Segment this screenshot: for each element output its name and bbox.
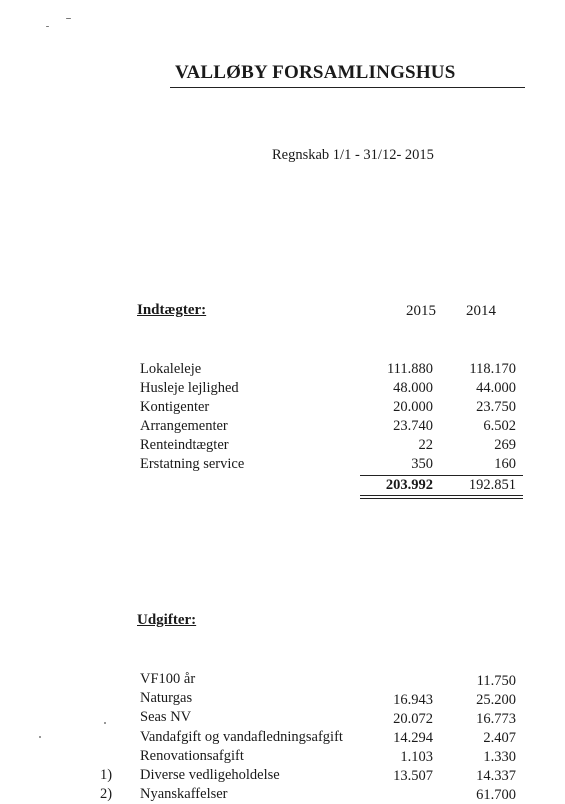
value-2014: 160 [494, 456, 516, 472]
expenses-heading: Udgifter: [137, 612, 197, 628]
row-label: Naturgas [140, 690, 193, 706]
document-title: VALLØBY FORSAMLINGSHUS [175, 62, 456, 83]
row-label: VF100 år [140, 671, 196, 687]
value-2014: 269 [494, 437, 516, 453]
row-label: Nyanskaffelser [140, 786, 228, 802]
value-2014: 44.000 [476, 380, 516, 396]
document-subtitle: Regnskab 1/1 - 31/12- 2015 [272, 147, 434, 163]
value-2014: 2.407 [483, 730, 516, 746]
value-2014: 11.750 [476, 673, 516, 689]
title-underline [170, 87, 525, 88]
row-label: Kontigenter [140, 399, 210, 415]
row-label: Husleje lejlighed [140, 380, 239, 396]
row-label: Arrangementer [140, 418, 228, 434]
row-label: Lokaleleje [140, 361, 202, 377]
row-label: Diverse vedligeholdelse [140, 767, 280, 783]
value-2015: 350 [411, 456, 433, 472]
value-2015: 20.072 [393, 711, 433, 727]
value-2014: 61.700 [476, 787, 516, 803]
scan-speck [39, 736, 41, 738]
value-2014: 1.330 [483, 749, 516, 765]
value-2014: 23.750 [476, 399, 516, 415]
year-2015-header: 2015 [406, 303, 436, 319]
row-label: Renteindtægter [140, 437, 229, 453]
note-marker: 2) [100, 786, 113, 802]
value-2015: 22 [418, 437, 433, 453]
value-2015: 14.294 [393, 730, 433, 746]
value-2015: 16.943 [393, 692, 433, 708]
value-2014: 14.337 [476, 768, 516, 784]
value-2015: 111.880 [386, 361, 433, 377]
value-2014: 118.170 [469, 361, 516, 377]
value-2015: 23.740 [393, 418, 433, 434]
scan-speck [66, 18, 71, 19]
value-2015: 20.000 [393, 399, 433, 415]
row-label: Renovationsafgift [140, 748, 244, 764]
row-label: Erstatning service [140, 456, 245, 472]
value-2014: 16.773 [476, 711, 516, 727]
year-2014-header: 2014 [466, 303, 496, 319]
scan-speck [104, 722, 106, 724]
income-heading: Indtægter: [137, 302, 207, 318]
subtotal-rule [360, 475, 523, 476]
value-2014: 25.200 [476, 692, 516, 708]
total-double-rule [360, 495, 523, 499]
income-total-2015: 203.992 [385, 477, 433, 493]
row-label: Seas NV [140, 709, 192, 725]
income-total-2014: 192.851 [468, 477, 516, 493]
row-label: Vandafgift og vandafledningsafgift [140, 729, 343, 745]
value-2015: 13.507 [393, 768, 433, 784]
value-2014: 6.502 [483, 418, 516, 434]
scan-speck [46, 26, 49, 27]
value-2015: 1.103 [400, 749, 433, 765]
note-marker: 1) [100, 767, 113, 783]
value-2015: 48.000 [393, 380, 433, 396]
